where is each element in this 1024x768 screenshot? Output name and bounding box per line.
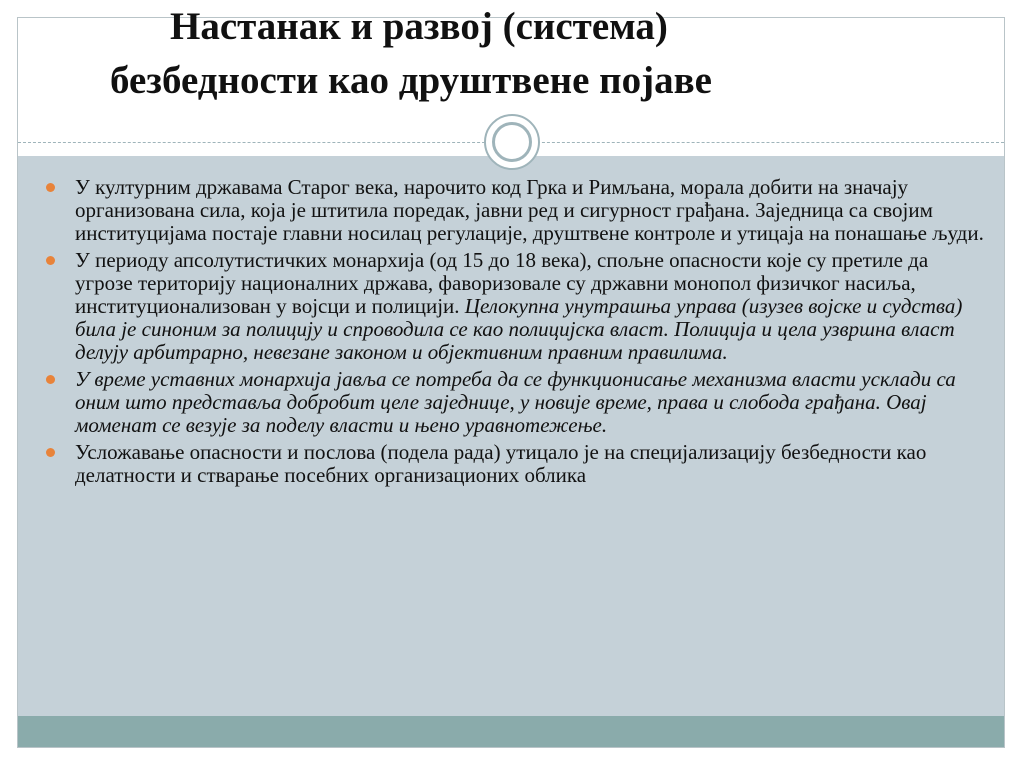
- title-line-1: Настанак и развој (система): [170, 5, 668, 48]
- bullet-list: [45, 176, 990, 491]
- bullet-item: [45, 176, 990, 245]
- bullet-item: [45, 368, 990, 437]
- bullet-dot-icon: [46, 183, 55, 192]
- title-line-2: безбедности као друштвене појаве: [110, 59, 712, 102]
- circle-ornament-icon: [484, 114, 540, 170]
- bullet-item: [45, 441, 990, 487]
- bullet-text-italic: Целокупна унутрашња управа (изузев војске и судства) била је синоним за полицију и спроводила се као полицијска власт. Полиција и цела узвршна власт делују арбитрарно, невезане законом и објективним правним правилима.: [75, 294, 963, 364]
- bullet-text-italic: У време уставних монархија јавља се потреба да се функционисање механизма власти усклади са оним што представља добробит целе заједнице, у новије време, права и слобода грађана. Овај моменат се везује за поделу власти и њено уравнотежење.: [75, 367, 956, 437]
- bullet-text: У периоду апсолутистичких монархија (од 15 до 18 века), спољне опасности које су претиле да угрозе територију националних држава, фаворизовале су државни монопол физичког насиља, институционализован у војсци и полицији.: [75, 248, 929, 318]
- footer-band: [18, 716, 1004, 747]
- bullet-item: [45, 249, 990, 364]
- bullet-dot-icon: [46, 448, 55, 457]
- bullet-text: У културним државама Старог века, нарочито код Грка и Римљана, морала добити на значају организована сила, која је штитила поредак, јавни ред и сигурност грађана. Заједница са својим институцијама постаје главни носилац регулације, друштвене контроле и утицаја на понашање људи.: [75, 175, 984, 245]
- circle-ornament-inner: [492, 122, 532, 162]
- bullet-dot-icon: [46, 375, 55, 384]
- bullet-dot-icon: [46, 256, 55, 265]
- slide-title: [60, 0, 1000, 108]
- bullet-text: Усложавање опасности и послова (подела рада) утицало је на специјализацију безбедности као делатности и стварање посебних организационих облика: [75, 440, 927, 487]
